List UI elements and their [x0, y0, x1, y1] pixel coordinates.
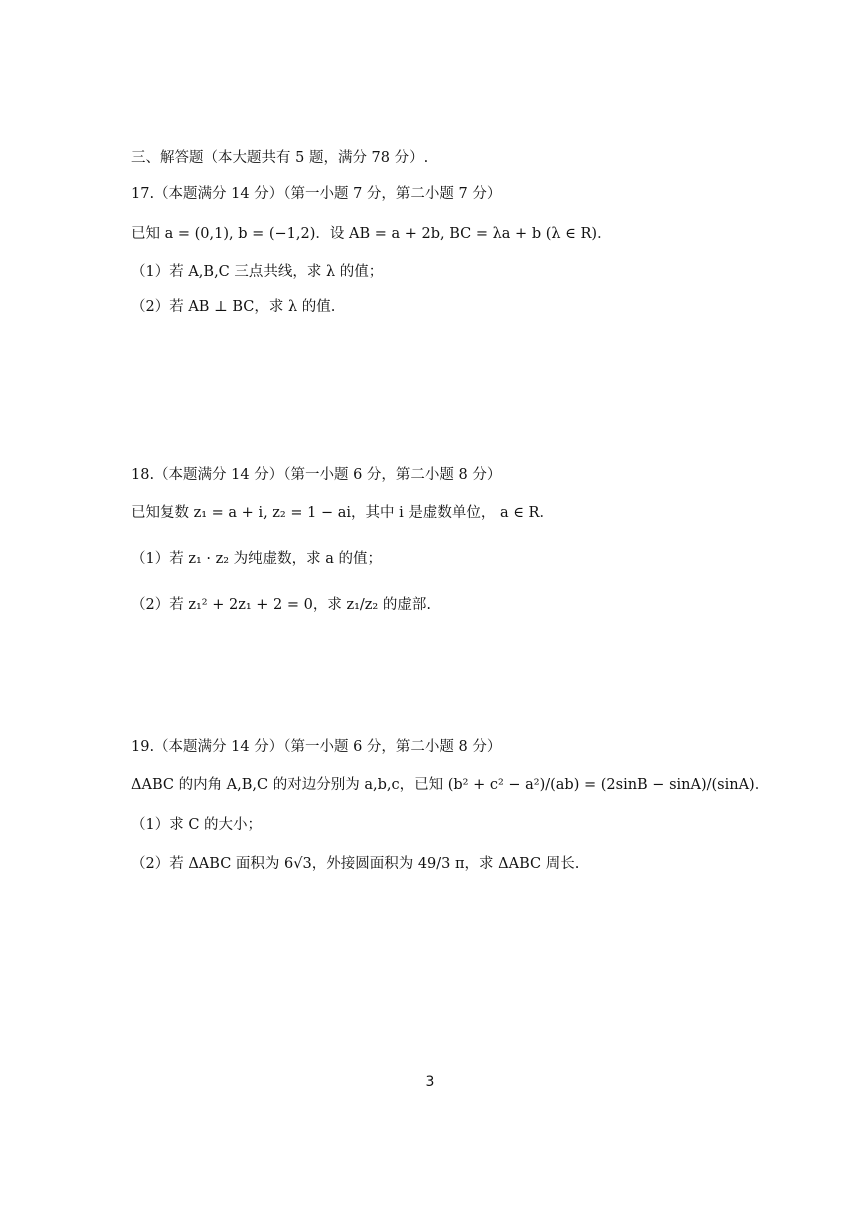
q19-stem: ΔABC 的内角 A,B,C 的对边分别为 a,b,c，已知 (b² + c² − a²)/(ab) = (2sinB − sinA)/(sinA)．	[131, 777, 770, 793]
q17-header: 17.（本题满分 14 分）（第一小题 7 分，第二小题 7 分）	[131, 186, 502, 202]
q18-header: 18.（本题满分 14 分）（第一小题 6 分，第二小题 8 分）	[131, 467, 502, 483]
q19-part1: （1）求 C 的大小；	[131, 817, 263, 833]
q17-part2: （2）若 AB ⊥ BC，求 λ 的值.	[131, 299, 336, 315]
q19-header: 19.（本题满分 14 分）（第一小题 6 分，第二小题 8 分）	[131, 739, 502, 755]
q18-part1: （1）若 z₁ · z₂ 为纯虚数，求 a 的值；	[131, 551, 383, 567]
q18-stem: 已知复数 z₁ = a + i, z₂ = 1 − ai，其中 i 是虚数单位， a ∈ R．	[131, 505, 554, 521]
q19-part2: （2）若 ΔABC 面积为 6√3，外接圆面积为 49/3 π，求 ΔABC 周长.	[131, 856, 580, 872]
q17-stem: 已知 a = (0,1), b = (−1,2)．设 AB = a + 2b, BC = λa + b (λ ∈ R)．	[131, 226, 612, 242]
page-number: 3	[425, 1074, 435, 1090]
q18-part2: （2）若 z₁² + 2z₁ + 2 = 0，求 z₁/z₂ 的虚部.	[131, 597, 431, 613]
q17-part1: （1）若 A,B,C 三点共线，求 λ 的值；	[131, 264, 384, 280]
section-heading: 三、解答题（本大题共有 5 题，满分 78 分）.	[131, 150, 429, 166]
